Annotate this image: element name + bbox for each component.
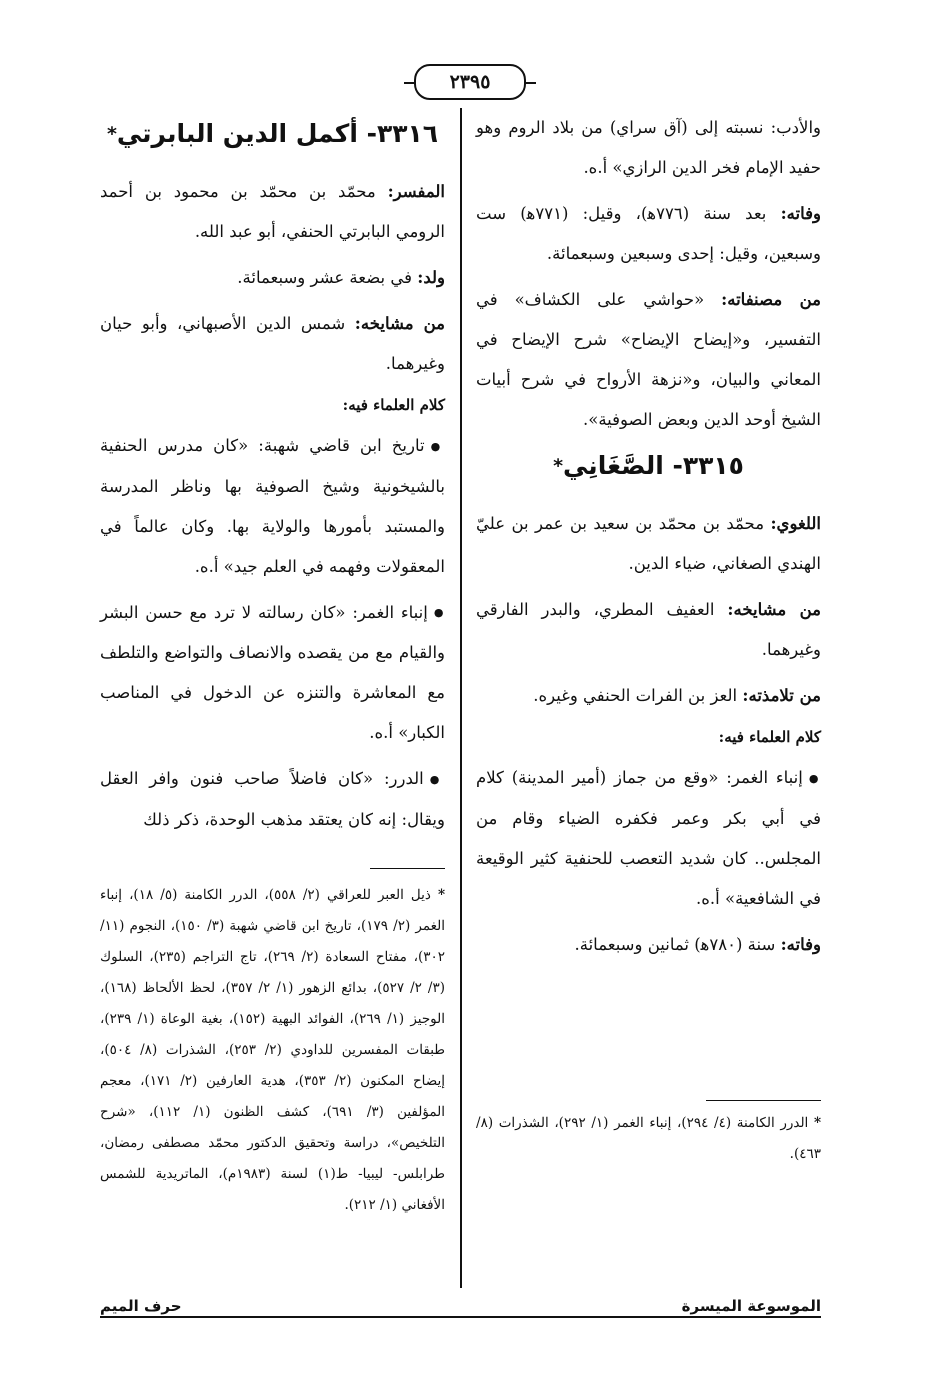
teachers-text: شمس الدين الأصبهاني، وأبو حيان وغيرهما. (100, 314, 445, 373)
left-column (100, 108, 445, 846)
quote-paragraph-1: ● تاريخ ابن قاضي شهبة: «كان مدرس الحنفية بالشيخونية وشيخ الصوفية بها وناظر المدرسة والمستبد بأمورها والولاية بها. وكان عالماً في المعقولات وفهمه في العلم جيد» أ.ه. (100, 426, 445, 587)
right-column (476, 108, 821, 971)
column-divider (460, 108, 462, 1288)
works-label: من مصنفاته: (721, 290, 822, 309)
name-label: اللغوي: (770, 514, 822, 533)
page-number: ٢٣٩٥ (414, 64, 526, 100)
chapter-title: حرف الميم (100, 1297, 190, 1315)
death-text: بعد سنة (٧٧٦ﻫ)، وقيل: (٧٧١ﻫ) ست وسبعين، وقيل: إحدى وسبعين وسبعمائة. (476, 204, 821, 263)
footnote-star: * (553, 455, 564, 477)
name-paragraph (100, 172, 445, 252)
running-footer (100, 1294, 821, 1318)
teachers-paragraph (476, 590, 821, 670)
footnote-rule-right (706, 1100, 821, 1101)
entry-heading-text: ٣٣١٦- أكمل الدين البابرتي (116, 119, 439, 148)
teachers-paragraph (100, 304, 445, 384)
birth-label: ولد: (417, 268, 445, 287)
name-label: المفسر: (387, 182, 445, 201)
teachers-label: من مشايخه: (727, 600, 821, 619)
scholars-subheading: كلام العلماء فيه: (342, 396, 445, 414)
name-paragraph (476, 504, 821, 584)
students-label: من تلامذته: (742, 686, 821, 705)
footnote-left (100, 880, 445, 1221)
students-text: العز بن الفرات الحنفي وغيره. (533, 686, 738, 705)
footnote-mark: * (437, 887, 446, 903)
works-paragraph (476, 280, 821, 440)
quote-paragraph-3: ● الدرر: «كان فاضلاً صاحب فنون وافر العقل ويقال: إنه كان يعتقد مذهب الوحدة، ذكر ذلك (100, 759, 445, 840)
students-paragraph (476, 676, 821, 716)
death-paragraph-3315 (476, 925, 821, 965)
death-text: سنة (٧٨٠ﻫ) ثمانين وسبعمائة. (574, 934, 776, 954)
entry-heading-3315 (476, 446, 821, 486)
footnote-mark: * (813, 1115, 821, 1131)
quote-paragraph-2: ● إنباء الغمر: «كان رسالته لا ترد مع حسن البشر والقيام مع من يقصده والانصاف والتواضع والتلطف مع المعاشرة والتنزه عن الدخول في المناصب الكبار» أ.ه. (100, 593, 445, 754)
name-text: محمّد بن محمّد بن محمود بن أحمد الرومي البابرتي الحنفي، أبو عبد الله. (100, 182, 445, 241)
birth-text: في بضعة عشر وسبعمائة. (237, 268, 412, 287)
death-label: وفاته: (780, 204, 821, 223)
continued-paragraph: والأدب: نسبته إلى (آق سراي) من بلاد الروم وهو حفيد الإمام فخر الدين الرازي» أ.ه. (476, 118, 821, 177)
death-paragraph (476, 194, 821, 274)
footnote-text: الدرر الكامنة (٤/ ٢٩٤)، إنباء الغمر (١/ ٢٩٢)، الشذرات (٨/ ٤٦٣). (476, 1115, 821, 1162)
birth-paragraph (100, 258, 445, 298)
quote-paragraph: ● إنباء الغمر: «وقع من جماز (أمير المدينة) كلام في أبي بكر وعمر فكفره الضياء وقام من المجلس.. كان شديد التعصب للحنفية كثير الوقيعة في الشافعية» أ.ه. (476, 758, 821, 919)
entry-heading-text: ٣٣١٥- الصَّغَانِي (563, 451, 744, 480)
footnote-rule-left (370, 868, 445, 869)
footnote-text: ذيل العبر للعراقي (٢/ ٥٥٨)، الدرر الكامنة (٥/ ١٨)، إنباء الغمر (٢/ ١٧٩)، تاريخ ابن قاضي شهبة (٣/ ١٥٠)، النجوم (١١/ ٣٠٢)، مفتاح السعادة (٢/ ٢٦٩)، تاج التراجم (٢٣٥)، السلوك (٣/ ٢/ ٥٢٧)، بدائع الزهور (١/ ٢/ ٣٥٧)، لحظ الألحاظ (١٦٨)، الوجيز (١/ ٢٦٩)، الفوائد البهية (١٥٢)، بغية الوعاة (١/ ٢٣٩)، طبقات المفسرين للداودي (٢/ ٢٥٣)، الشذرات (٨/ ٥٠٤)، إيضاح المكنون (٢/ ٣٥٣)، هدية العارفين (٢/ ١٧١)، معجم المؤلفين (٣/ ٦٩١)، كشف الظنون (١/ ١١٢)، «شرح التلخيص»، دراسة وتحقيق الدكتور محمّد مصطفى رمضان، طرابلس- ليبيا- ط(١) لسنة (١٩٨٣م)، الماتريدية للشمس الأفغاني (١/ ٢١٢). (100, 887, 446, 1213)
works-text: «حواشي على الكشاف» في التفسير، و«إيضاح الإيضاح» شرح الإيضاح في المعاني والبيان، و«نزهة الأرواح في شرح أبيات الشيخ أوحد الدين وبعض الصوفية». (476, 290, 821, 429)
book-title: الموسوعة الميسرة (674, 1297, 821, 1315)
death-label: وفاته: (780, 934, 821, 954)
entry-heading-3316 (100, 114, 445, 154)
footnote-right (476, 1108, 821, 1170)
teachers-label: من مشايخه: (354, 314, 445, 333)
name-text: محمّد بن محمّد بن سعيد بن عمر بن عليّ الهندي الصغاني، ضياء الدين. (476, 514, 821, 573)
teachers-text: العفيف المطري، والبدر الفارقي وغيرهما. (476, 600, 821, 659)
footnote-star: * (106, 123, 117, 145)
scholars-subheading: كلام العلماء فيه: (718, 728, 821, 746)
